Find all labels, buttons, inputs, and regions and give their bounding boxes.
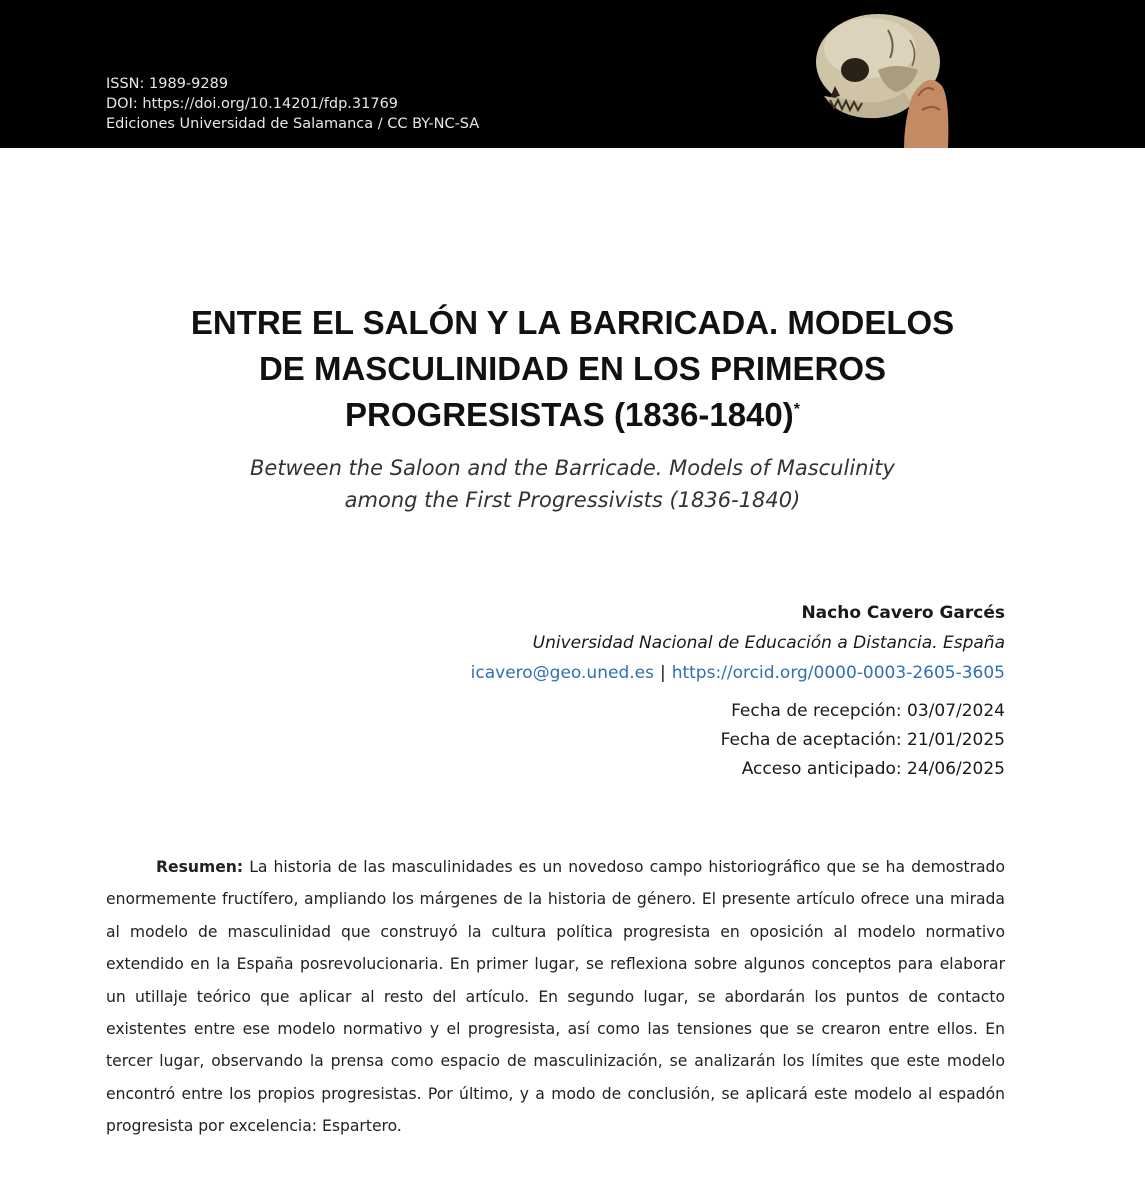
title-line-3 (100, 392, 1045, 438)
author-name: Nacho Cavero Garcés (801, 603, 1005, 623)
article-subtitle (120, 452, 1025, 516)
date-early-access: Acceso anticipado: 24/06/2025 (741, 759, 1005, 779)
title-line-3-text: PROGRESISTAS (1836-1840) (345, 396, 794, 433)
publisher-text: Ediciones Universidad de Salamanca / CC BY-NC-SA (106, 116, 480, 132)
article-title (100, 300, 1045, 438)
date-accepted: Fecha de aceptación: 21/01/2025 (720, 730, 1005, 750)
skull-hand-icon (800, 0, 990, 148)
issn-text: ISSN: 1989-9289 (106, 76, 229, 92)
abstract-label: Resumen: (156, 858, 244, 876)
author-affiliation: Universidad Nacional de Educación a Distancia. España (532, 633, 1005, 653)
doi-text[interactable]: DOI: https://doi.org/10.14201/fdp.31769 (106, 96, 399, 112)
author-orcid-link[interactable]: https://orcid.org/0000-0003-2605-3605 (671, 663, 1005, 683)
subtitle-line-1: Between the Saloon and the Barricade. Models of Masculinity (250, 456, 895, 480)
abstract-paragraph (106, 851, 1005, 1143)
author-block (471, 598, 1005, 688)
header-metadata (106, 74, 479, 134)
title-line-1: ENTRE EL SALÓN Y LA BARRICADA. MODELOS (190, 304, 955, 341)
link-separator: | (659, 663, 666, 683)
author-links (471, 658, 1005, 688)
subtitle-line-2: among the First Progressivists (1836-1840) (344, 488, 801, 512)
abstract-text: La historia de las masculinidades es un novedoso campo historiográfico que se ha demostrado enormemente fructífero, ampliando los márgenes de la historia de género. El presente artículo ofrece una mirada al modelo de masculinidad que construyó la cultura política progresista en oposición al modelo normativo extendido en la España posrevolucionaria. En primer lugar, se reflexiona sobre algunos conceptos para elaborar un utillaje teórico que aplicar al resto del artículo. En segundo lugar, se abordarán los puntos de contacto existentes entre ese modelo normativo y el progresista, así como las tensiones que se crearon entre ellos. En tercer lugar, observando la prensa como espacio de masculinización, se analizarán los límites que este modelo encontró entre los propios progresistas. Por último, y a modo de conclusión, se aplicará este modelo al espadón progresista por excelencia: Espartero. (106, 858, 1005, 1136)
title-footnote-mark[interactable]: * (793, 401, 800, 418)
date-received: Fecha de recepción: 03/07/2024 (731, 701, 1005, 721)
author-email-link[interactable]: icavero@geo.uned.es (470, 663, 654, 683)
title-line-2: DE MASCULINIDAD EN LOS PRIMEROS (258, 350, 887, 387)
journal-header (0, 0, 1145, 148)
article-dates (721, 697, 1005, 784)
